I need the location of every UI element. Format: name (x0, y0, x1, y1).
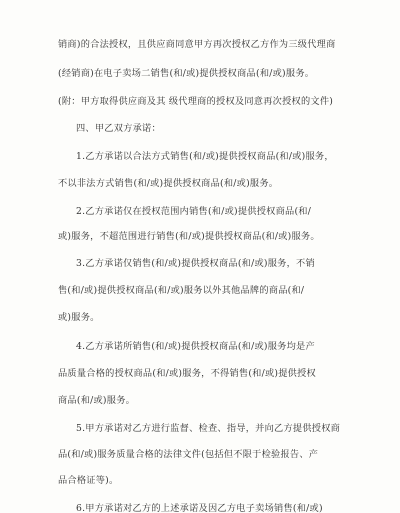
text-line: 4.乙方承诺所销售(和/或)提供授权商品(和/或)服务均是产 (76, 341, 315, 352)
text-line: 品质量合格的授权商品(和/或)服务，不得销售(和/或)提供授权 (58, 368, 316, 379)
text-line: 品(和/或)服务质量合格的法律文件(包括但不限于检验报告、产 (58, 449, 319, 460)
text-line: (经销商)在电子卖场二销售(和/或)提供授权商品(和/或)服务。 (58, 68, 315, 79)
text-line: 或)服务，不超范围进行销售(和/或)提供授权商品(和/或)服务。 (58, 231, 320, 242)
text-line: 或)服务。 (58, 312, 100, 323)
text-line: (附：甲方取得供应商及其 级代理商的授权及同意再次授权的文件) (58, 96, 334, 107)
text-line: 2.乙方承诺仅在授权范围内销售(和/或)提供授权商品(和/ (76, 206, 312, 217)
text-line: 5.甲方承诺对乙方进行监督、检查、指导，并向乙方提供授权商 (76, 423, 341, 434)
text-line: 售(和/或)提供授权商品(和/或)服务以外其他品牌的商品(和/ (58, 285, 305, 296)
text-line: 不以非法方式销售(和/或)提供授权商品(和/或)服务。 (58, 178, 279, 189)
text-line: 品合格证等)。 (58, 475, 119, 486)
text-line: 销商)的合法授权，且供应商同意甲方再次授权乙方作为三级代理商 (58, 39, 336, 50)
text-line: 6.甲方承诺对乙方的上述承诺及因乙方电子卖场销售(和/或) (76, 503, 323, 513)
text-line: 1.乙方承诺以合法方式销售(和/或)提供授权商品(和/或)服务， (76, 151, 334, 162)
text-line: 商品(和/或)服务。 (58, 395, 136, 406)
text-line: 3.乙方承诺仅销售(和/或)提供授权商品(和/或)服务，不销 (76, 258, 315, 269)
section-heading: 四、甲乙双方承诺： (76, 123, 161, 134)
